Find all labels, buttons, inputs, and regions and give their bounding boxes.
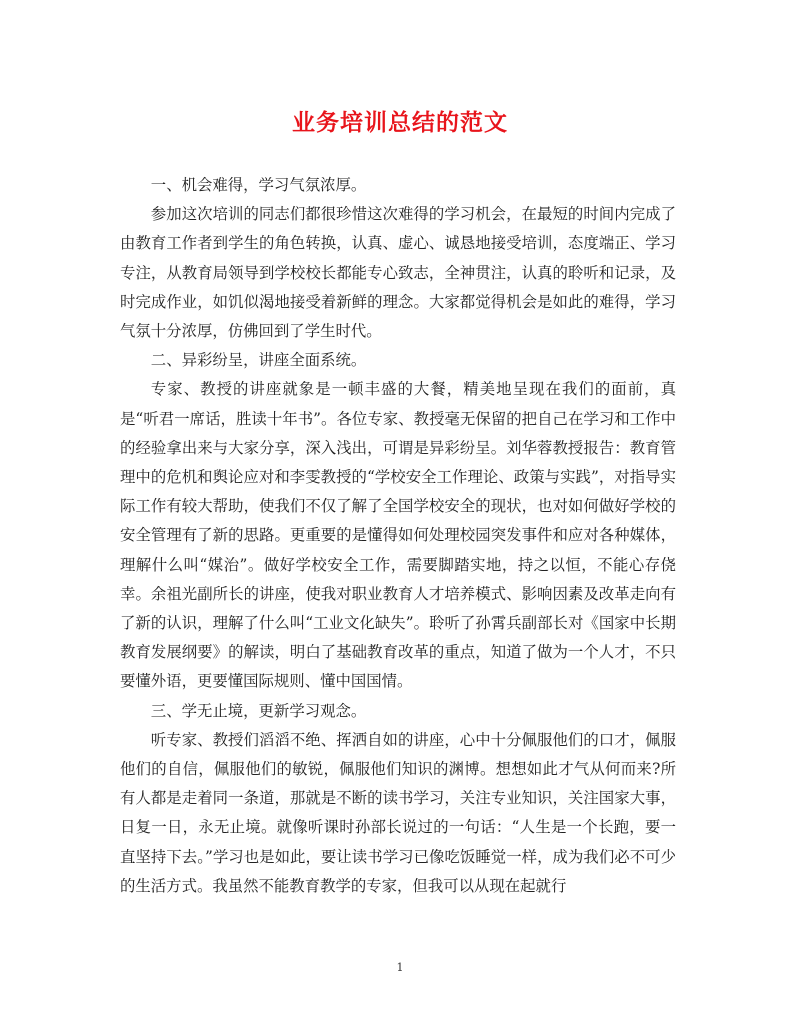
section-heading-2: 二、异彩纷呈，讲座全面系统。 bbox=[150, 351, 367, 370]
paragraph-2: 专家、教授的讲座就象是一顿丰盛的大餐，精美地呈现在我们的面前，真是“听君一席话，胜读十年书”。各位专家、教授毫无保留的把自己在学习和工作中的经验拿出来与大家分享，深入浅出，可谓是异彩纷呈。刘华蓉教授报告：教育管理中的危机和舆论应对和李雯教授的“学校安全工作理论、政策与实践”，对指导实际工作有较大帮助，使我们不仅了解了全国学校安全的现状，也对如何做好学校的安全管理有了新的思路。更重要的是懂得如何处理校园突发事件和应对各种媒体，理解什么叫“媒治”。做好学校安全工作，需要脚踏实地，持之以恒，不能心存侥幸。余祖光副所长的讲座，使我对职业教育人才培养模式、影响因素及改革走向有了新的认识，理解了什么叫“工业文化缺失”。聆听了孙霄兵副部长对《国家中长期教育发展纲要》的解读，明白了基础教育改革的重点，知道了做为一个人才，不只要懂外语，更要懂国际规则、懂中国国情。 bbox=[120, 380, 676, 691]
document-body bbox=[120, 171, 676, 901]
paragraph-1: 参加这次培训的同志们都很珍惜这次难得的学习机会，在最短的时间内完成了由教育工作者到学生的角色转换，认真、虚心、诚恳地接受培训，态度端正、学习专注，从教育局领导到学校校长都能专心致志，全神贯注，认真的聆听和记录，及时完成作业，如饥似渴地接受着新鲜的理念。大家都觉得机会是如此的难得，学习气氛十分浓厚，仿佛回到了学生时代。 bbox=[120, 205, 676, 341]
document-title: 业务培训总结的范文 bbox=[292, 109, 508, 136]
page-number: 1 bbox=[396, 961, 404, 974]
section-heading-3: 三、学无止境，更新学习观念。 bbox=[150, 701, 367, 720]
paragraph-3: 听专家、教授们滔滔不绝、挥洒自如的讲座，心中十分佩服他们的口才，佩服他们的自信，佩服他们的敏锐，佩服他们知识的渊博。想想如此才气从何而来?所有人都是走着同一条道，那就是不断的读书学习，关注专业知识，关注国家大事，日复一日，永无止境。就像听课时孙部长说过的一句话：“人生是一个长跑，要一直坚持下去。”学习也是如此，要让读书学习已像吃饭睡觉一样，成为我们必不可少的生活方式。我虽然不能教育教学的专家，但我可以从现在起就行 bbox=[120, 730, 676, 895]
section-heading-1: 一、机会难得，学习气氛浓厚。 bbox=[150, 176, 367, 194]
